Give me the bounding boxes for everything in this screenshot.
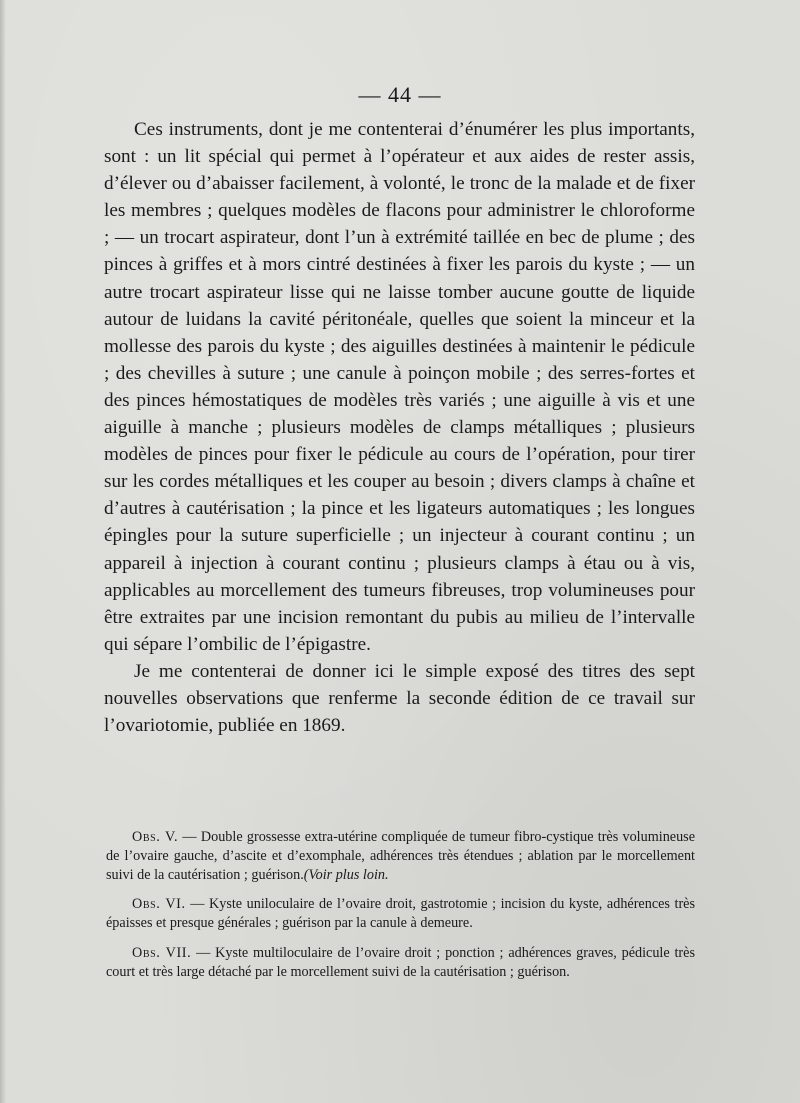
observation-label: Obs. VII. (132, 944, 192, 961)
paragraph-instruments: Ces instruments, dont je me contenterai d’énumérer les plus importants, sont : un lit spécial qui permet à l’opérateur et aux aides de rester assis, d’élever ou d’abaisser facilement, à volonté, le tronc de la malade et de fixer les membres ; quelques modèles de flacons pour administrer le chloroforme ; — un trocart aspirateur, dont l’un à extrémité taillée en bec de plume ; des pinces à griffes et à mors cintré destinées à fixer les parois du kyste ; — un autre trocart aspirateur lisse qui ne laisse tomber aucune goutte de liquide autour de luidans la cavité péritonéale, quelles que soient la minceur et la mollesse des parois du kyste ; des aiguilles destinées à maintenir le pédicule ; des chevilles à suture ; une canule à poinçon mobile ; des serres-fortes et des pinces hémostatiques de modèles très variés ; une aiguille à vis et une aiguille à manche ; plusieurs modèles de clamps métalliques ; plusieurs modèles de pinces pour fixer le pédicule au cours de l’opération, pour tirer sur les cordes métalliques et les couper au besoin ; divers clamps à chaîne et d’autres à cautérisation ; la pince et les ligateurs automatiques ; les longues épingles pour la suture superficielle ; un injecteur à courant continu ; un appareil à injection à courant continu ; plusieurs clamps à étau ou à vis, applicables au morcellement des tumeurs fibreuses, trop volumineuses pour être extraites par une incision remontant du pubis au milieu de l’intervalle qui sépare l’ombilic de l’épigastre. (104, 119, 695, 655)
observation-reference: (Voir plus loin. (303, 866, 389, 883)
page-edge-shadow (0, 0, 6, 1103)
observation-vi (106, 895, 695, 933)
body-text (104, 116, 695, 739)
observation-label: Obs. VI. (132, 896, 186, 913)
observation-label: Obs. V. (132, 829, 179, 845)
observation-text: — Double grossesse extra-utérine compliquée de tumeur fibro-cystique très volumineuse de l’ovaire gauche, d’ascite et d’exomphale, adhérences très étendues ; ablation par le morcellement suivi de la cautérisation ; guérison. (106, 829, 695, 883)
observation-vii (106, 944, 695, 982)
observations-list (106, 828, 695, 993)
observation-v (106, 828, 695, 884)
observation-text: — Kyste multiloculaire de l’ovaire droit ; ponction ; adhérences graves, pédicule très court et très large détaché par le morcellement suivi de la cautérisation ; guérison. (106, 944, 695, 980)
paragraph-observations-intro: Je me contenterai de donner ici le simple exposé des titres des sept nouvelles observations que renferme la seconde édition de ce travail sur l’ovariotomie, publiée en 1869. (104, 660, 695, 737)
observation-text: — Kyste uniloculaire de l’ovaire droit, gastrotomie ; incision du kyste, adhérences très épaisses et presque générales ; guérison par la canule à demeure. (106, 896, 695, 932)
page-number: — 44 — (358, 82, 442, 107)
